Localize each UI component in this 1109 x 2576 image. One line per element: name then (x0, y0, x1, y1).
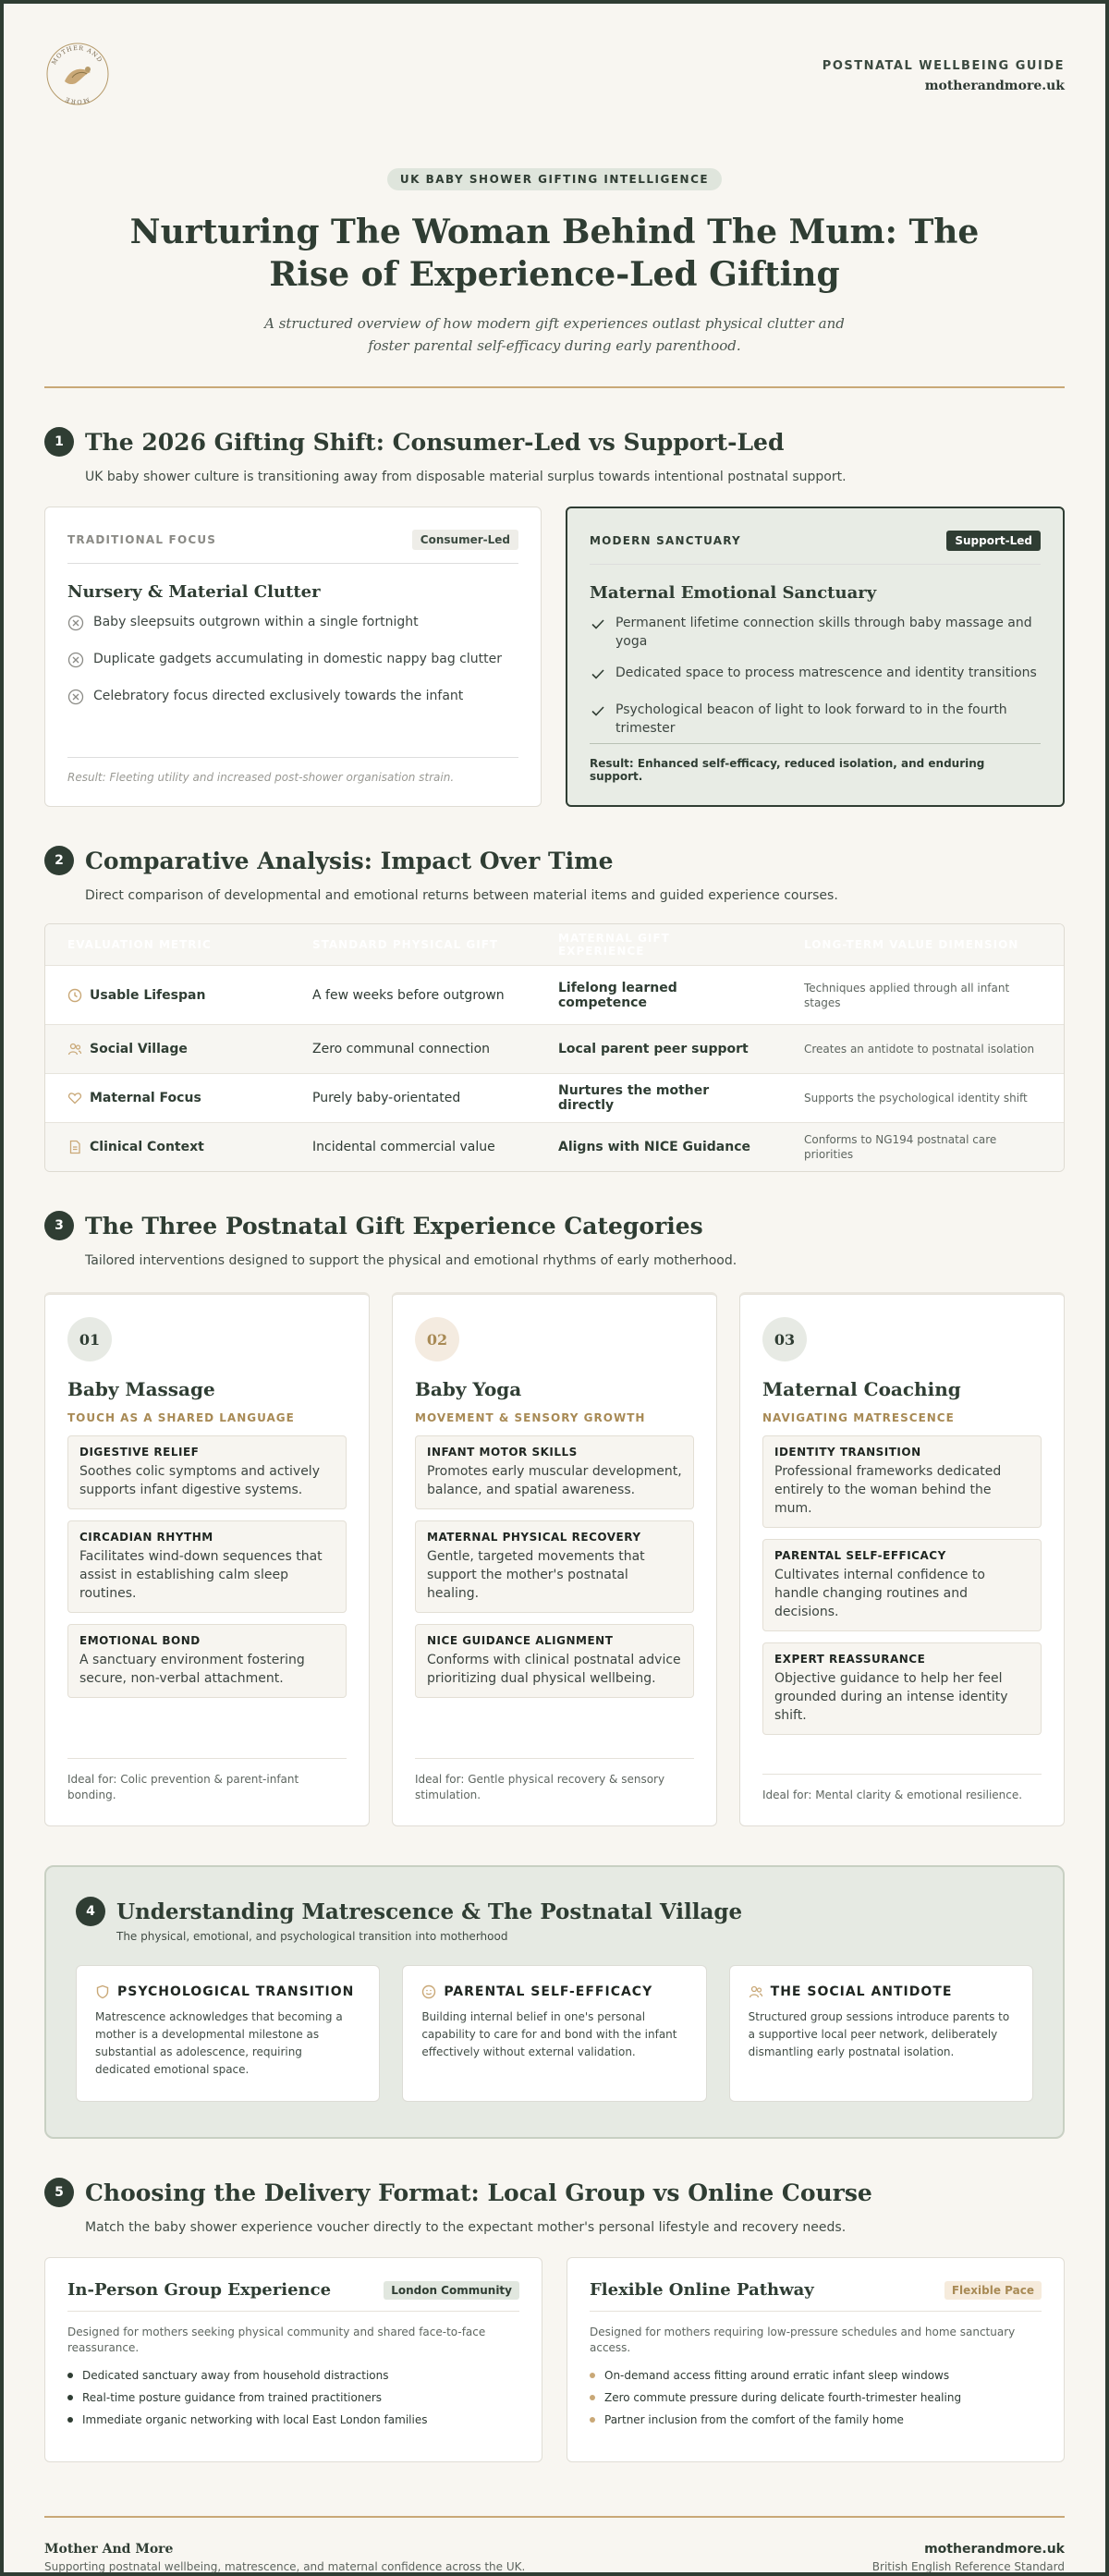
divider (44, 386, 1065, 388)
section-2-heading (44, 846, 1065, 875)
list-item: Immediate organic networking with local East London families (67, 2413, 519, 2426)
ideal-for: Ideal for: Mental clarity & emotional resilience. (762, 1774, 1042, 1803)
section-subtitle: Match the baby shower experience voucher directly to the expectant mother's personal lifestyle and recovery needs. (85, 2220, 847, 2235)
concept-card: THE SOCIAL ANTIDOTE Structured group sessions introduce parents to a supportive local peer network, deliberately dismantling early postnatal isolation. (729, 1965, 1033, 2102)
table-row: Social Village Zero communal connection Local parent peer support Creates an antidote to postnatal isolation (45, 1024, 1064, 1073)
section-5-heading (44, 2178, 1065, 2207)
bullet-icon (590, 2373, 595, 2378)
category-subtitle: NAVIGATING MATRESCENCE (762, 1411, 955, 1424)
bullet-icon (67, 2373, 73, 2378)
consumer-led-tag: Consumer-Led (412, 530, 518, 550)
category-title: Baby Massage (67, 1378, 215, 1400)
section-subtitle: UK baby shower culture is transitioning away from disposable material surplus towards intentional postnatal support. (85, 470, 847, 484)
bullet-icon (67, 2395, 73, 2400)
list-item: Celebratory focus directed exclusively towards the infant (67, 687, 518, 711)
page-header (44, 41, 1065, 115)
ideal-for: Ideal for: Gentle physical recovery & sensory stimulation. (415, 1758, 694, 1803)
benefit-box: EXPERT REASSURANCE Objective guidance to help her feel grounded during an intense identity shift. (762, 1642, 1042, 1735)
in-person-format-card (44, 2257, 542, 2462)
column-header: STANDARD PHYSICAL GIFT (312, 938, 499, 951)
modern-sanctuary-card (566, 507, 1065, 807)
section-number: 3 (44, 1211, 74, 1240)
format-description: Designed for mothers seeking physical community and shared face-to-face reassurance. (67, 2326, 486, 2354)
check-icon (590, 702, 608, 738)
section-number: 2 (44, 846, 74, 875)
bullet-icon (67, 2417, 73, 2423)
section-number: 4 (76, 1897, 105, 1926)
footer-tagline: Supporting postnatal wellbeing, matrescence, and maternal confidence across the UK. (44, 2560, 526, 2573)
svg-text:MORE: MORE (63, 94, 91, 106)
column-header: LONG-TERM VALUE DIMENSION (804, 938, 1019, 951)
section-subtitle: Tailored interventions designed to support the physical and emotional rhythms of early motherhood. (85, 1253, 737, 1268)
footer-brand: Mother And More (44, 2542, 174, 2557)
people-icon (749, 1984, 763, 1999)
traditional-focus-card (44, 507, 542, 807)
table-row: Clinical Context Incidental commercial value Aligns with NICE Guidance Conforms to NG194 postnatal care priorities (45, 1122, 1064, 1171)
category-card-baby-yoga (392, 1292, 717, 1826)
support-led-tag: Support-Led (946, 531, 1041, 551)
list-item: Zero commute pressure during delicate fourth-trimester healing (590, 2391, 1042, 2404)
section-subtitle: The physical, emotional, and psychological transition into motherhood (116, 1930, 508, 1943)
benefit-box: INFANT MOTOR SKILLS Promotes early muscular development, balance, and spatial awareness. (415, 1435, 694, 1509)
category-subtitle: MOVEMENT & SENSORY GROWTH (415, 1411, 646, 1424)
online-format-card (567, 2257, 1065, 2462)
list-item: Dedicated sanctuary away from household distractions (67, 2369, 519, 2382)
format-description: Designed for mothers requiring low-pressure schedules and home sanctuary access. (590, 2326, 1016, 2354)
ideal-for: Ideal for: Colic prevention & parent-infant bonding. (67, 1758, 347, 1803)
card-result: Result: Fleeting utility and increased post-shower organisation strain. (67, 757, 518, 784)
list-item: Dedicated space to process matrescence and identity transitions (590, 664, 1041, 688)
section-title: Understanding Matrescence & The Postnatal Village (116, 1898, 743, 1924)
bullet-icon (590, 2417, 595, 2423)
check-icon (590, 616, 608, 651)
bullet-icon (590, 2395, 595, 2400)
comparison-table (44, 923, 1065, 1172)
category-number: 02 (415, 1317, 459, 1361)
category-card-baby-massage (44, 1292, 370, 1826)
benefit-box: DIGESTIVE RELIEF Soothes colic symptoms and actively supports infant digestive systems. (67, 1435, 347, 1509)
card-label: MODERN SANCTUARY (590, 534, 741, 547)
section-title: The Three Postnatal Gift Experience Categories (85, 1212, 703, 1239)
list-item: Real-time posture guidance from trained practitioners (67, 2391, 519, 2404)
section-1-heading (44, 427, 1065, 457)
category-pill: UK BABY SHOWER GIFTING INTELLIGENCE (387, 168, 722, 190)
people-icon (67, 1042, 82, 1056)
logo-emblem (44, 41, 111, 107)
heart-icon (67, 1091, 82, 1105)
section-3-heading (44, 1211, 1065, 1240)
list-item: Psychological beacon of light to look forward to in the fourth trimester (590, 701, 1041, 738)
format-title: Flexible Online Pathway (590, 2280, 814, 2300)
table-row: Usable Lifespan A few weeks before outgrown Lifelong learned competence Techniques applied through all infant stages (45, 965, 1064, 1024)
clock-icon (67, 988, 82, 1003)
category-subtitle: TOUCH AS A SHARED LANGUAGE (67, 1411, 295, 1424)
list-item: Partner inclusion from the comfort of the family home (590, 2413, 1042, 2426)
x-circle-icon (67, 652, 86, 674)
list-item: Permanent lifetime connection skills through baby massage and yoga (590, 614, 1041, 651)
concept-card: PSYCHOLOGICAL TRANSITION Matrescence acknowledges that becoming a mother is a developmental milestone as substantial as adolescence, requiring dedicated emotional space. (76, 1965, 380, 2102)
table-header (45, 924, 1064, 965)
shield-icon (95, 1984, 110, 1999)
list-item: Baby sleepsuits outgrown within a single fortnight (67, 613, 518, 637)
london-community-tag: London Community (384, 2281, 519, 2300)
category-title: Baby Yoga (415, 1378, 522, 1400)
column-header: EVALUATION METRIC (67, 938, 212, 951)
benefit-box: PARENTAL SELF-EFFICACY Cultivates internal confidence to handle changing routines and decisions. (762, 1539, 1042, 1631)
footer-site-link[interactable]: motherandmore.uk (924, 2542, 1065, 2557)
x-circle-icon (67, 615, 86, 637)
document-icon (67, 1140, 82, 1154)
svg-text:MOTHER AND: MOTHER AND (50, 43, 104, 67)
page-lead: A structured overview of how modern gift experiences outlast physical clutter and foster parental self-efficacy during early parenthood. (264, 315, 845, 354)
category-card-maternal-coaching (739, 1292, 1065, 1826)
page-title: Nurturing The Woman Behind The Mum: The Rise of Experience-Led Gifting (129, 213, 980, 294)
benefit-box: NICE GUIDANCE ALIGNMENT Conforms with clinical postnatal advice prioritizing dual physical wellbeing. (415, 1624, 694, 1698)
card-title: Maternal Emotional Sanctuary (590, 583, 877, 603)
section-title: Comparative Analysis: Impact Over Time (85, 847, 614, 874)
section-number: 1 (44, 427, 74, 457)
column-header: MATERNAL GIFT EXPERIENCE (558, 932, 670, 958)
footer-standard: British English Reference Standard (871, 2560, 1065, 2573)
brand-logo[interactable] (44, 41, 111, 107)
benefit-box: CIRCADIAN RHYTHM Facilitates wind-down sequences that assist in establishing calm sleep routines. (67, 1520, 347, 1613)
card-title: Nursery & Material Clutter (67, 582, 321, 602)
check-icon (590, 665, 608, 688)
benefit-box: MATERNAL PHYSICAL RECOVERY Gentle, targeted movements that support the mother's postnatal healing. (415, 1520, 694, 1613)
card-label: TRADITIONAL FOCUS (67, 533, 217, 546)
card-result: Result: Enhanced self-efficacy, reduced isolation, and enduring support. (590, 743, 1041, 783)
section-title: The 2026 Gifting Shift: Consumer-Led vs Support-Led (85, 428, 785, 456)
flexible-pace-tag: Flexible Pace (944, 2281, 1042, 2300)
table-row: Maternal Focus Purely baby-orientated Nurtures the mother directly Supports the psychological identity shift (45, 1073, 1064, 1122)
page-footer (44, 2516, 1065, 2573)
category-title: Maternal Coaching (762, 1378, 961, 1400)
guide-label: POSTNATAL WELLBEING GUIDE (822, 59, 1065, 73)
smile-icon (421, 1984, 436, 1999)
list-item: On-demand access fitting around erratic infant sleep windows (590, 2369, 1042, 2382)
section-subtitle: Direct comparison of developmental and emotional returns between material items and guided experience courses. (85, 888, 838, 903)
format-title: In-Person Group Experience (67, 2280, 332, 2300)
category-number: 03 (762, 1317, 807, 1361)
list-item: Duplicate gadgets accumulating in domestic nappy bag clutter (67, 650, 518, 674)
site-link[interactable]: motherandmore.uk (924, 79, 1065, 93)
matrescence-panel (44, 1865, 1065, 2139)
benefit-box: EMOTIONAL BOND A sanctuary environment fostering secure, non-verbal attachment. (67, 1624, 347, 1698)
category-number: 01 (67, 1317, 112, 1361)
concept-card: PARENTAL SELF-EFFICACY Building internal belief in one's personal capability to care for and bond with the infant effectively without external validation. (402, 1965, 706, 2102)
benefit-box: IDENTITY TRANSITION Professional frameworks dedicated entirely to the woman behind the mum. (762, 1435, 1042, 1528)
section-number: 5 (44, 2178, 74, 2207)
section-title: Choosing the Delivery Format: Local Group vs Online Course (85, 2179, 872, 2206)
x-circle-icon (67, 689, 86, 711)
